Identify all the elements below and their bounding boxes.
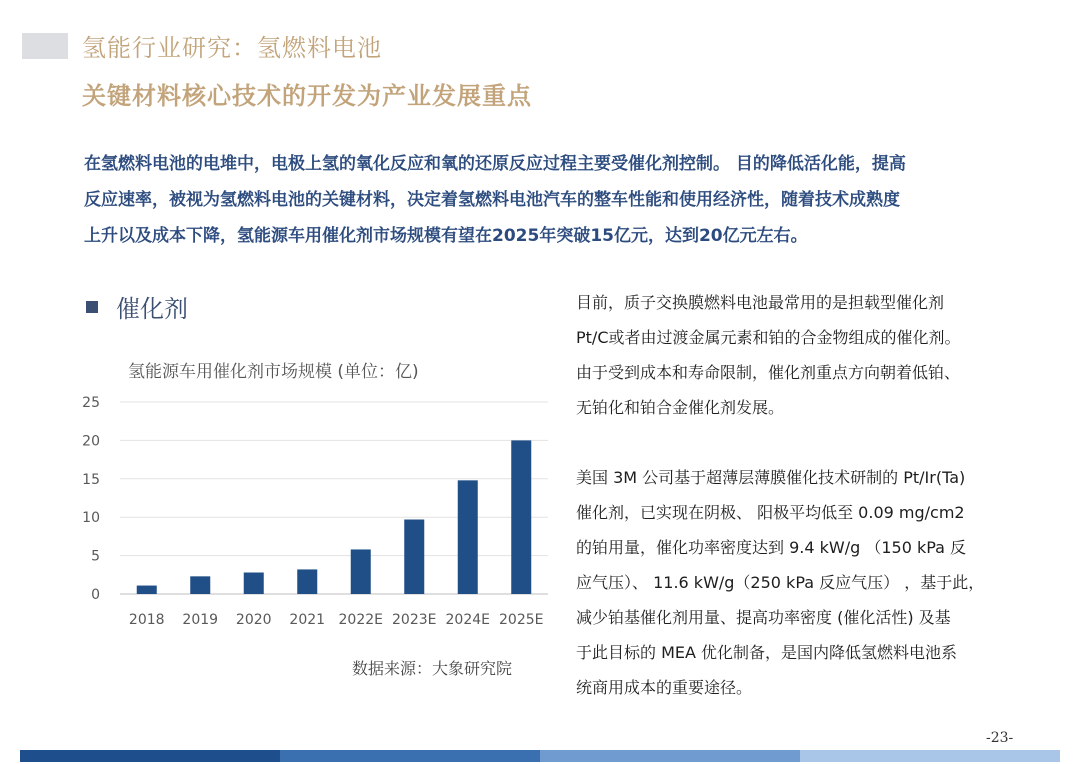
x-tick-label: 2019 xyxy=(182,612,219,628)
x-tick-label: 2020 xyxy=(235,612,272,628)
text-line: 无铂化和铂合金催化剂发展。 xyxy=(576,398,785,417)
x-tick-label: 2023E xyxy=(392,612,437,628)
page-title: 氢能行业研究：氢燃料电池 xyxy=(82,34,382,62)
intro-line: 上升以及成本下降，氢能源车用催化剂市场规模有望在2025年突破15亿元，达到20亿元左右。 xyxy=(84,226,808,246)
section-label: 催化剂 xyxy=(116,295,188,323)
text-line: 应气压）、 11.6 kW/g（250 kPa 反应气压） ，基于此， xyxy=(576,573,985,592)
intro-line: 在氢燃料电池的电堆中，电极上氢的氧化反应和氧的还原反应过程主要受催化剂控制。 目的降低活化能，提高 xyxy=(84,154,906,174)
footer-bar xyxy=(20,750,1060,762)
x-tick-label: 2024E xyxy=(445,612,490,628)
y-tick-label: 0 xyxy=(91,587,100,603)
page-number: -23- xyxy=(986,730,1014,746)
x-tick-label: 2018 xyxy=(128,612,165,628)
right-paragraph-2 xyxy=(576,460,1056,705)
x-tick-label: 2021 xyxy=(289,612,326,628)
x-tick-label: 2022E xyxy=(338,612,383,628)
text-line: Pt/C或者由过渡金属元素和铂的合金物组成的催化剂。 xyxy=(576,328,961,347)
footer-segment xyxy=(280,750,540,762)
data-source: 数据来源：大象研究院 xyxy=(352,659,513,678)
footer-segment xyxy=(800,750,1060,762)
bar xyxy=(458,480,478,594)
bar xyxy=(351,549,371,594)
y-tick-label: 10 xyxy=(82,510,100,527)
text-line: 于此目标的 MEA 优化制备，是国内降低氢燃料电池系 xyxy=(576,643,958,662)
bar xyxy=(190,576,210,594)
footer-segment xyxy=(20,750,280,762)
y-tick-label: 20 xyxy=(82,433,100,450)
text-line: 催化剂，已实现在阴极、 阳极平均低至 0.09 mg/cm2 xyxy=(576,503,965,522)
x-tick-label: 2025E xyxy=(499,612,544,628)
text-line: 由于受到成本和寿命限制，催化剂重点方向朝着低铂、 xyxy=(576,363,961,382)
bar xyxy=(404,520,424,594)
y-tick-label: 15 xyxy=(82,471,100,488)
text-line: 减少铂基催化剂用量、提高功率密度 (催化活性) 及基 xyxy=(576,608,951,627)
intro-line: 反应速率，被视为氢燃料电池的关键材料，决定着氢燃料电池汽车的整车性能和使用经济性，随着技术成熟度 xyxy=(84,190,900,210)
text-line: 统商用成本的重要途径。 xyxy=(576,678,753,697)
page-subtitle: 关键材料核心技术的开发为产业发展重点 xyxy=(82,82,532,110)
text-line: 目前，质子交换膜燃料电池最常用的是担载型催化剂 xyxy=(576,293,945,312)
footer-segment xyxy=(540,750,800,762)
bar xyxy=(297,569,317,594)
y-tick-label: 5 xyxy=(91,548,100,565)
y-tick-label: 25 xyxy=(82,395,100,411)
right-paragraph-1 xyxy=(576,285,1056,425)
bar xyxy=(511,440,531,594)
chart-title: 氢能源车用催化剂市场规模 (单位：亿) xyxy=(128,362,419,382)
bar xyxy=(244,572,264,594)
section-bullet-icon xyxy=(86,301,98,313)
text-line: 美国 3M 公司基于超薄层薄膜催化技术研制的 Pt/Ir(Ta) xyxy=(576,468,966,487)
right-text-column xyxy=(576,285,1056,705)
intro-paragraph xyxy=(84,146,1024,254)
header-accent-block xyxy=(22,33,68,59)
bar xyxy=(137,586,157,594)
text-line: 的铂用量，催化功率密度达到 9.4 kW/g （150 kPa 反 xyxy=(576,538,967,557)
section-heading xyxy=(86,289,188,324)
market-size-bar-chart xyxy=(70,388,560,638)
